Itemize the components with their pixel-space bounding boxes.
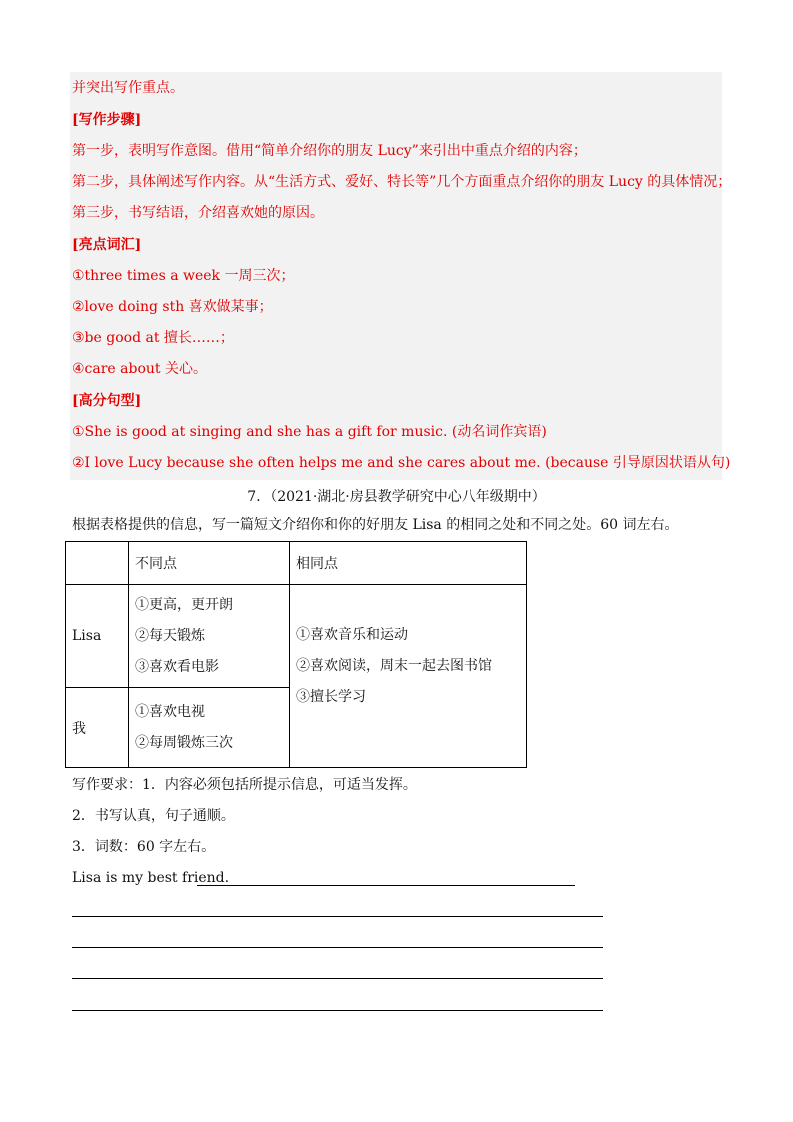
lisa-diff-3: ③喜欢看电影 xyxy=(135,658,219,675)
answer-line-first[interactable] xyxy=(197,885,575,886)
question-title: 7．（2021·湖北·房县教学研究中心八年级期中） xyxy=(247,489,546,505)
step-1: 第一步，表明写作意图。借用“简单介绍你的朋友 Lucy”来引出中重点介绍的内容； xyxy=(72,143,587,159)
vocab-item-2: ②love doing sth 喜欢做某事； xyxy=(72,299,273,315)
lisa-diff-2: ②每天锻炼 xyxy=(135,627,205,644)
steps-heading: [写作步骤] xyxy=(72,112,142,128)
table-corner-cell xyxy=(66,542,129,585)
header-same: 相同点 xyxy=(290,542,527,585)
me-diff-1: ①喜欢电视 xyxy=(135,703,205,720)
answer-starter: Lisa is my best friend. xyxy=(72,870,230,886)
lisa-diff-1: ①更高，更开朗 xyxy=(135,596,233,613)
vocab-item-1: ①three times a week 一周三次； xyxy=(72,268,295,284)
sentence-1: ①She is good at singing and she has a gift for music. (动名词作宾语) xyxy=(72,424,547,440)
answer-line[interactable] xyxy=(72,1010,603,1011)
same-3: ③擅长学习 xyxy=(296,688,366,705)
vocab-heading: [亮点词汇] xyxy=(72,237,142,253)
row-label-me: 我 xyxy=(66,688,129,768)
row-label-lisa: Lisa xyxy=(66,585,129,688)
guide-intro-tail: 并突出写作重点。 xyxy=(72,80,184,96)
same-2: ②喜欢阅读，周末一起去图书馆 xyxy=(296,657,492,674)
answer-line[interactable] xyxy=(72,978,603,979)
lisa-diff-cell xyxy=(129,585,290,688)
me-diff-cell xyxy=(129,688,290,768)
step-2: 第二步，具体阐述写作内容。从“生活方式、爱好、特长等”几个方面重点介绍你的朋友 Lucy 的具体情况； xyxy=(72,174,732,190)
same-cell xyxy=(290,585,527,768)
header-diff: 不同点 xyxy=(129,542,290,585)
me-diff-2: ②每周锻炼三次 xyxy=(135,734,233,751)
requirement-2: 2．书写认真，句子通顺。 xyxy=(72,808,235,824)
requirement-1: 写作要求：1．内容必须包括所提示信息，可适当发挥。 xyxy=(72,777,417,793)
sentences-heading: [高分句型] xyxy=(72,393,142,409)
info-table xyxy=(65,541,527,768)
step-3: 第三步，书写结语，介绍喜欢她的原因。 xyxy=(72,205,324,221)
vocab-item-4: ④care about 关心。 xyxy=(72,361,207,377)
answer-line[interactable] xyxy=(72,947,603,948)
same-1: ①喜欢音乐和运动 xyxy=(296,626,408,643)
vocab-item-3: ③be good at 擅长……； xyxy=(72,330,234,346)
question-prompt: 根据表格提供的信息，写一篇短文介绍你和你的好朋友 Lisa 的相同之处和不同之处。60 词左右。 xyxy=(72,517,679,533)
sentence-2: ②I love Lucy because she often helps me and she cares about me. (because 引导原因状语从句) xyxy=(72,455,731,471)
answer-line[interactable] xyxy=(72,916,603,917)
requirement-3: 3．词数：60 字左右。 xyxy=(72,839,216,855)
